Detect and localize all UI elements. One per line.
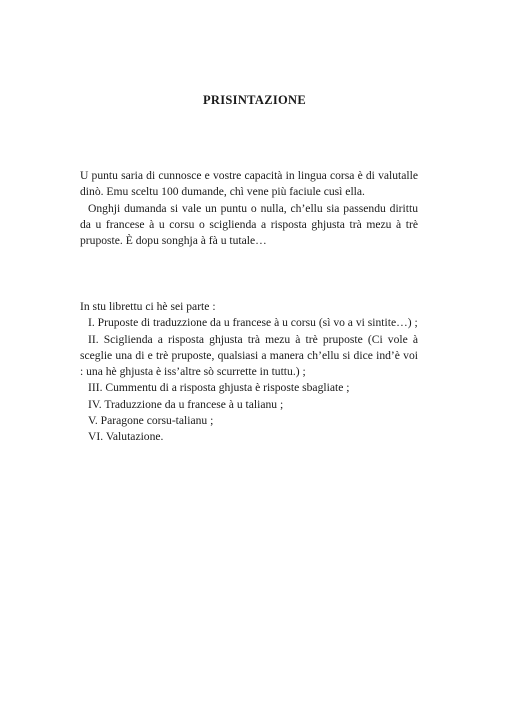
part-item-4: IV. Traduzzione da u francese à u talianu ; — [88, 397, 284, 411]
part-item-6: VI. Valutazione. — [88, 430, 164, 444]
parts-section — [80, 299, 418, 446]
page-title: PRISINTAZIONE — [203, 93, 306, 107]
parts-lead: In stu librettu ci hè sei parte : — [80, 300, 216, 313]
part-item-1: I. Pruposte di traduzzione da u francese à u corsu (sì vo a vi sintite…) ; — [88, 316, 418, 330]
intro-section — [80, 168, 418, 249]
part-item-3: III. Cummentu di a risposta ghjusta è risposte sbagliate ; — [88, 381, 350, 395]
intro-paragraph-2: Onghji dumanda si vale un puntu o nulla, ch’ellu sia passendu dirittu da u francese à u corsu o sciglienda a risposta ghjusta trà mezu à trè pruposte. È dopu songhja à fà u tutale… — [80, 201, 418, 248]
intro-paragraph-1: U puntu saria di cunnosce e vostre capacità in lingua corsa è di valutalle dinò. Emu sceltu 100 dumande, chì vene più faciule cusì ella. — [80, 169, 418, 199]
part-item-2: II. Sciglienda a risposta ghjusta trà mezu à trè pruposte (Ci vole à sceglie una di e trè pruposte, qualsiasi a manera ch’ellu si dice ind’è voi : una hè ghjusta è iss’altre sò scurrette in tuttu.) ; — [80, 332, 418, 379]
part-item-5: V. Paragone corsu-talianu ; — [88, 414, 214, 428]
